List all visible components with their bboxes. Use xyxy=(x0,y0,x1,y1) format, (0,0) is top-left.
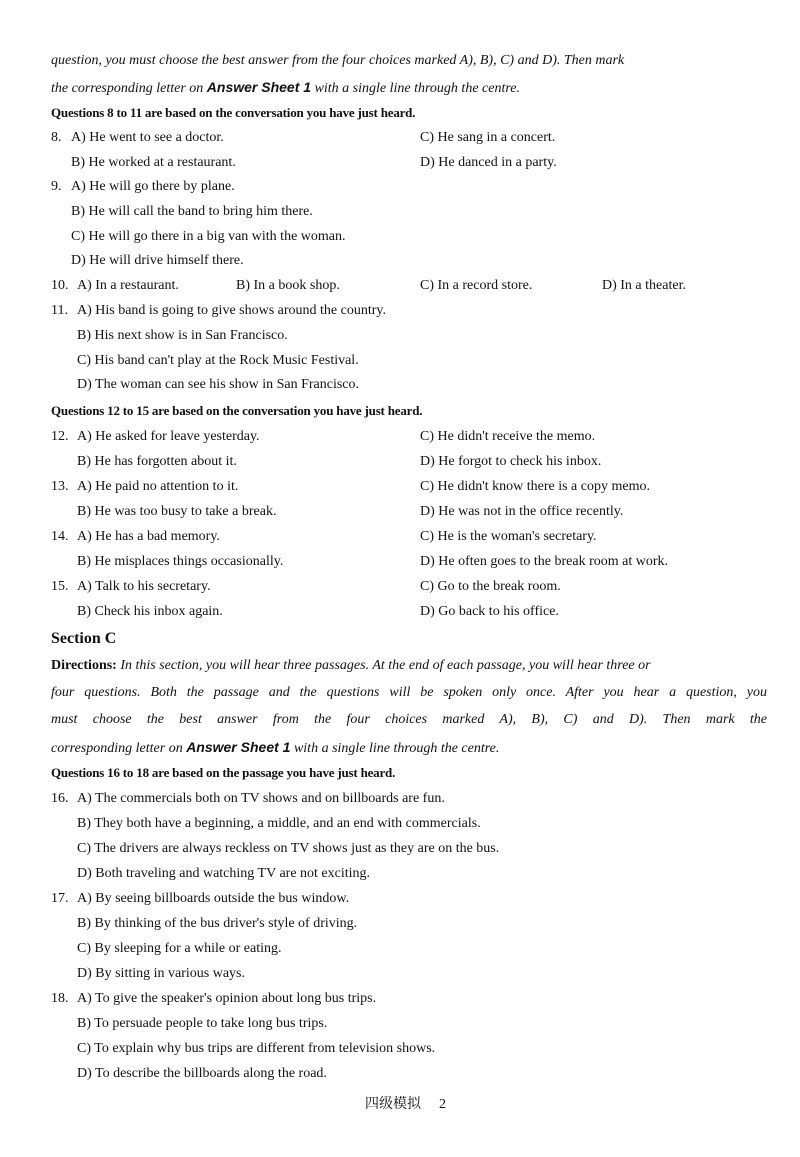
q12-option-d: D) He forgot to check his inbox. xyxy=(420,454,602,469)
q18-option-b: B) To persuade people to take long bus trips. xyxy=(77,1016,328,1031)
q14-option-c: C) He is the woman's secretary. xyxy=(420,529,597,544)
directions-text-4: corresponding letter on xyxy=(51,741,187,756)
q12-option-c: C) He didn't receive the memo. xyxy=(420,429,596,444)
q13-option-d: D) He was not in the office recently. xyxy=(420,504,624,519)
q14-option-d: D) He often goes to the break room at work. xyxy=(420,554,669,569)
q18-option-d: D) To describe the billboards along the road. xyxy=(77,1066,327,1081)
footer-label: 四级模拟 xyxy=(365,1097,421,1112)
question-number: 10. xyxy=(51,278,69,293)
footer xyxy=(365,1096,446,1114)
directions-line-1 xyxy=(51,657,767,675)
directions-line-2: four questions. Both the passage and the questions will be spoken only once. After you hear a question, you xyxy=(51,685,767,700)
q18-option-c: C) To explain why bus trips are different from television shows. xyxy=(77,1041,436,1056)
q9-option-a: A) He will go there by plane. xyxy=(71,179,235,194)
q10-option-b: B) In a book shop. xyxy=(236,278,340,293)
directions-text-1: In this section, you will hear three passages. At the end of each passage, you will hear three or xyxy=(116,658,651,673)
directions-text-4-end: with a single line through the centre. xyxy=(290,741,500,756)
q8-option-d: D) He danced in a party. xyxy=(420,155,557,170)
q13-option-c: C) He didn't know there is a copy memo. xyxy=(420,479,650,494)
group-heading-8-11: Questions 8 to 11 are based on the conversation you have just heard. xyxy=(51,105,416,120)
q11-option-a: A) His band is going to give shows around the country. xyxy=(77,303,386,318)
answer-sheet-label: Answer Sheet 1 xyxy=(206,79,312,95)
intro-line-2-end: with a single line through the centre. xyxy=(311,81,520,96)
q16-option-c: C) The drivers are always reckless on TV shows just as they are on the bus. xyxy=(77,841,500,856)
q14-option-b: B) He misplaces things occasionally. xyxy=(77,554,284,569)
question-number: 11. xyxy=(51,303,68,318)
q10-option-d: D) In a theater. xyxy=(602,278,686,293)
question-number: 17. xyxy=(51,891,69,906)
question-number: 15. xyxy=(51,579,69,594)
q13-option-a: A) He paid no attention to it. xyxy=(77,479,239,494)
q15-option-d: D) Go back to his office. xyxy=(420,604,559,619)
q9-option-d: D) He will drive himself there. xyxy=(71,253,244,268)
q17-option-c: C) By sleeping for a while or eating. xyxy=(77,941,282,956)
q13-option-b: B) He was too busy to take a break. xyxy=(77,504,277,519)
q15-option-c: C) Go to the break room. xyxy=(420,579,561,594)
question-number: 9. xyxy=(51,179,62,194)
intro-line-2 xyxy=(51,78,520,98)
section-c-heading: Section C xyxy=(51,630,117,647)
q8-option-c: C) He sang in a concert. xyxy=(420,130,556,145)
question-number: 13. xyxy=(51,479,69,494)
q8-option-a: A) He went to see a doctor. xyxy=(71,130,224,145)
q16-option-b: B) They both have a beginning, a middle, and an end with commercials. xyxy=(77,816,481,831)
group-heading-16-18: Questions 16 to 18 are based on the passage you have just heard. xyxy=(51,765,396,780)
question-number: 14. xyxy=(51,529,69,544)
question-number: 16. xyxy=(51,791,69,806)
q17-option-a: A) By seeing billboards outside the bus window. xyxy=(77,891,350,906)
q8-option-b: B) He worked at a restaurant. xyxy=(71,155,236,170)
answer-sheet-label: Answer Sheet 1 xyxy=(186,739,291,755)
q11-option-c: C) His band can't play at the Rock Music Festival. xyxy=(77,353,359,368)
q17-option-b: B) By thinking of the bus driver's style of driving. xyxy=(77,916,358,931)
q16-option-a: A) The commercials both on TV shows and on billboards are fun. xyxy=(77,791,445,806)
q9-option-b: B) He will call the band to bring him there. xyxy=(71,204,313,219)
q12-option-a: A) He asked for leave yesterday. xyxy=(77,429,260,444)
q9-option-c: C) He will go there in a big van with the woman. xyxy=(71,229,346,244)
q11-option-b: B) His next show is in San Francisco. xyxy=(77,328,288,343)
directions-label: Directions: xyxy=(51,658,117,673)
question-number: 12. xyxy=(51,429,69,444)
intro-line-1: question, you must choose the best answer from the four choices marked A), B), C) and D). Then mark xyxy=(51,53,625,68)
q10-option-a: A) In a restaurant. xyxy=(77,278,179,293)
group-heading-12-15: Questions 12 to 15 are based on the conversation you have just heard. xyxy=(51,403,423,418)
directions-line-4 xyxy=(51,738,499,758)
q11-option-d: D) The woman can see his show in San Francisco. xyxy=(77,377,360,392)
q18-option-a: A) To give the speaker's opinion about long bus trips. xyxy=(77,991,377,1006)
q14-option-a: A) He has a bad memory. xyxy=(77,529,220,544)
q15-option-b: B) Check his inbox again. xyxy=(77,604,223,619)
q17-option-d: D) By sitting in various ways. xyxy=(77,966,245,981)
q10-option-c: C) In a record store. xyxy=(420,278,533,293)
q12-option-b: B) He has forgotten about it. xyxy=(77,454,237,469)
q16-option-d: D) Both traveling and watching TV are not exciting. xyxy=(77,866,371,881)
page-number: 2 xyxy=(439,1097,446,1112)
question-number: 8. xyxy=(51,130,62,145)
question-number: 18. xyxy=(51,991,69,1006)
directions-line-3: must choose the best answer from the four choices marked A), B), C) and D). Then mark the xyxy=(51,712,767,727)
q15-option-a: A) Talk to his secretary. xyxy=(77,579,211,594)
intro-line-2-text: the corresponding letter on xyxy=(51,81,207,96)
